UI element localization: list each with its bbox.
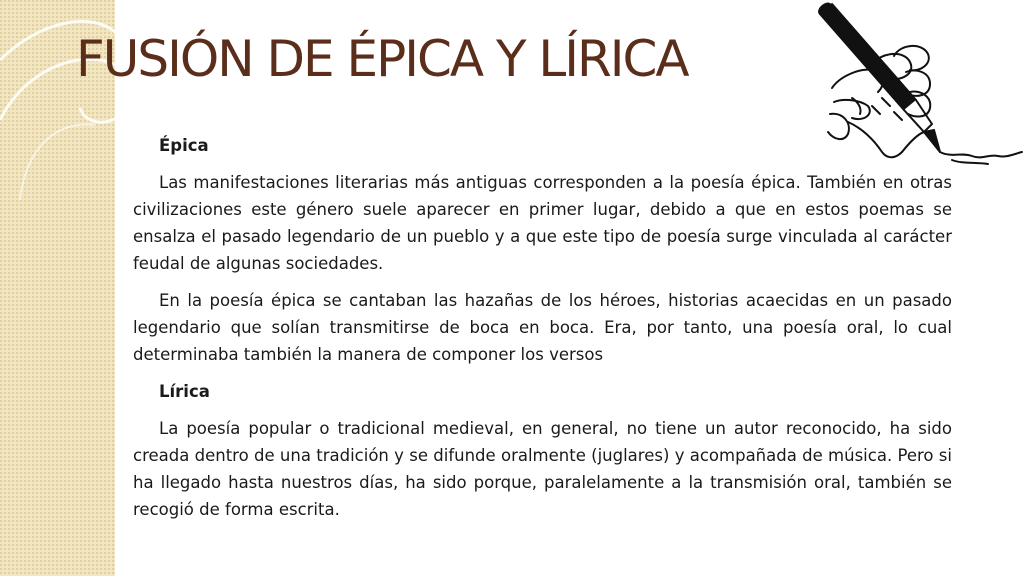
paragraph: En la poesía épica se cantaban las hazañas de los héroes, historias acaecidas en un pasado legendario que solían transmitirse de boca en boca. Era, por tanto, una poesía oral, lo cual determinaba también la manera de componer los versos xyxy=(133,291,952,364)
paragraph: Las manifestaciones literarias más antiguas corresponden a la poesía épica. También en otras civilizaciones este género suele aparecer en primer lugar, debido a que en estos poemas se ensalza el pasado legendario de un pueblo y a que este tipo de poesía surge vinculada al carácter feudal de algunas sociedades. xyxy=(133,173,952,273)
slide-body xyxy=(133,132,952,533)
paragraph: La poesía popular o tradicional medieval, en general, no tiene un autor reconocido, ha sido creada dentro de una tradición y se difunde oralmente (juglares) y acompañada de música. Pero si ha llegado hasta nuestros días, ha sido porque, paralelamente a la transmisión oral, también se recogió de forma escrita. xyxy=(133,419,952,519)
section-heading-lirica: Lírica xyxy=(159,382,210,401)
section-heading-epica: Épica xyxy=(159,136,209,155)
slide-title: FUSIÓN DE ÉPICA Y LÍRICA xyxy=(76,30,688,88)
